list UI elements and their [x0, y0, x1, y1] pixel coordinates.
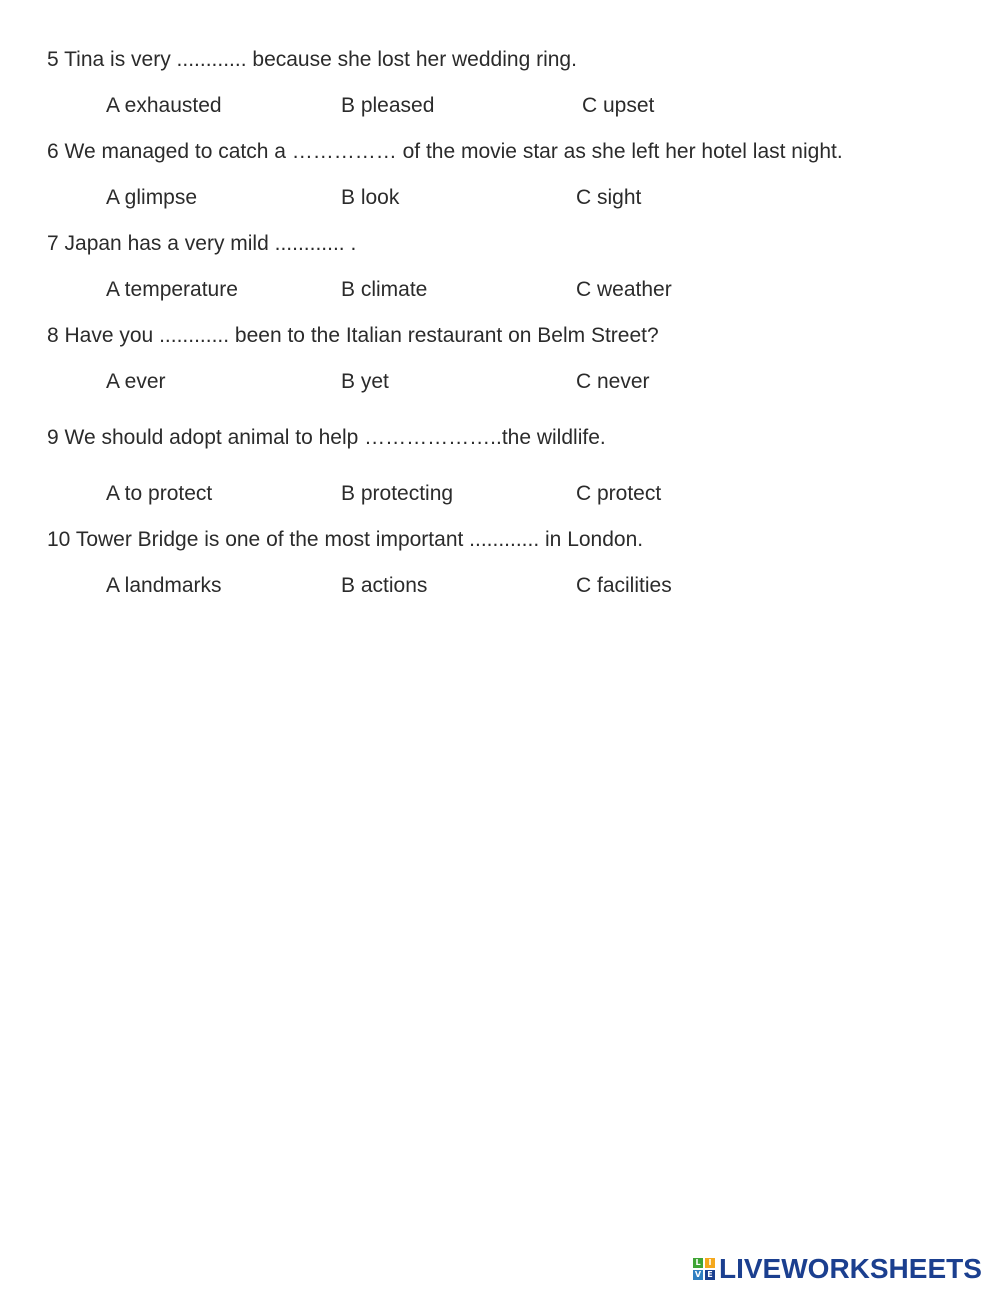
question-9-options [0, 482, 1000, 506]
question-9-option-b[interactable]: B protecting [341, 482, 454, 505]
question-5-option-a[interactable]: A exhausted [106, 94, 222, 117]
question-7-options [0, 278, 1000, 302]
question-9-option-c[interactable]: C protect [576, 482, 662, 505]
question-7-option-c[interactable]: C weather [576, 278, 672, 301]
question-6-option-a[interactable]: A glimpse [106, 186, 198, 209]
question-5-text: 5 Tina is very ............ because she lost her wedding ring. [47, 48, 577, 71]
liveworksheets-logo [693, 1254, 982, 1284]
logo-mark-letter-v: V [694, 1270, 702, 1279]
question-6-option-b[interactable]: B look [341, 186, 400, 209]
question-8-option-c[interactable]: C never [576, 370, 650, 393]
question-7-option-b[interactable]: B climate [341, 278, 428, 301]
question-5-option-c[interactable]: C upset [582, 94, 655, 117]
logo-mark-letter-l: L [693, 1258, 703, 1268]
logo-mark-letter-i: I [705, 1258, 715, 1268]
question-10-options [0, 574, 1000, 598]
question-5-option-b[interactable]: B pleased [341, 94, 435, 117]
question-9-option-a[interactable]: A to protect [106, 482, 213, 505]
question-8-option-b[interactable]: B yet [341, 370, 389, 393]
question-7-option-a[interactable]: A temperature [106, 278, 238, 301]
question-10-option-b[interactable]: B actions [341, 574, 428, 597]
question-9-text: 9 We should adopt animal to help ………………..the wildlife. [47, 426, 606, 449]
question-8-option-a[interactable]: A ever [106, 370, 166, 393]
question-8-text: 8 Have you ............ been to the Italian restaurant on Belm Street? [47, 324, 659, 347]
question-10-option-a[interactable]: A landmarks [106, 574, 222, 597]
question-10-option-c[interactable]: C facilities [576, 574, 672, 597]
liveworksheets-logo-text: LIVEWORKSHEETS [719, 1253, 982, 1284]
question-5-options [0, 94, 1000, 118]
logo-mark-letter-e: E [705, 1270, 715, 1280]
question-6-option-c[interactable]: C sight [576, 186, 642, 209]
question-6-options [0, 186, 1000, 210]
question-8-options [0, 370, 1000, 394]
question-6-text: 6 We managed to catch a …………… of the movie star as she left her hotel last night. [47, 140, 843, 163]
question-10-text: 10 Tower Bridge is one of the most important ............ in London. [47, 528, 644, 551]
question-7-text: 7 Japan has a very mild ............ . [47, 232, 357, 255]
liveworksheets-logo-icon [693, 1258, 715, 1280]
